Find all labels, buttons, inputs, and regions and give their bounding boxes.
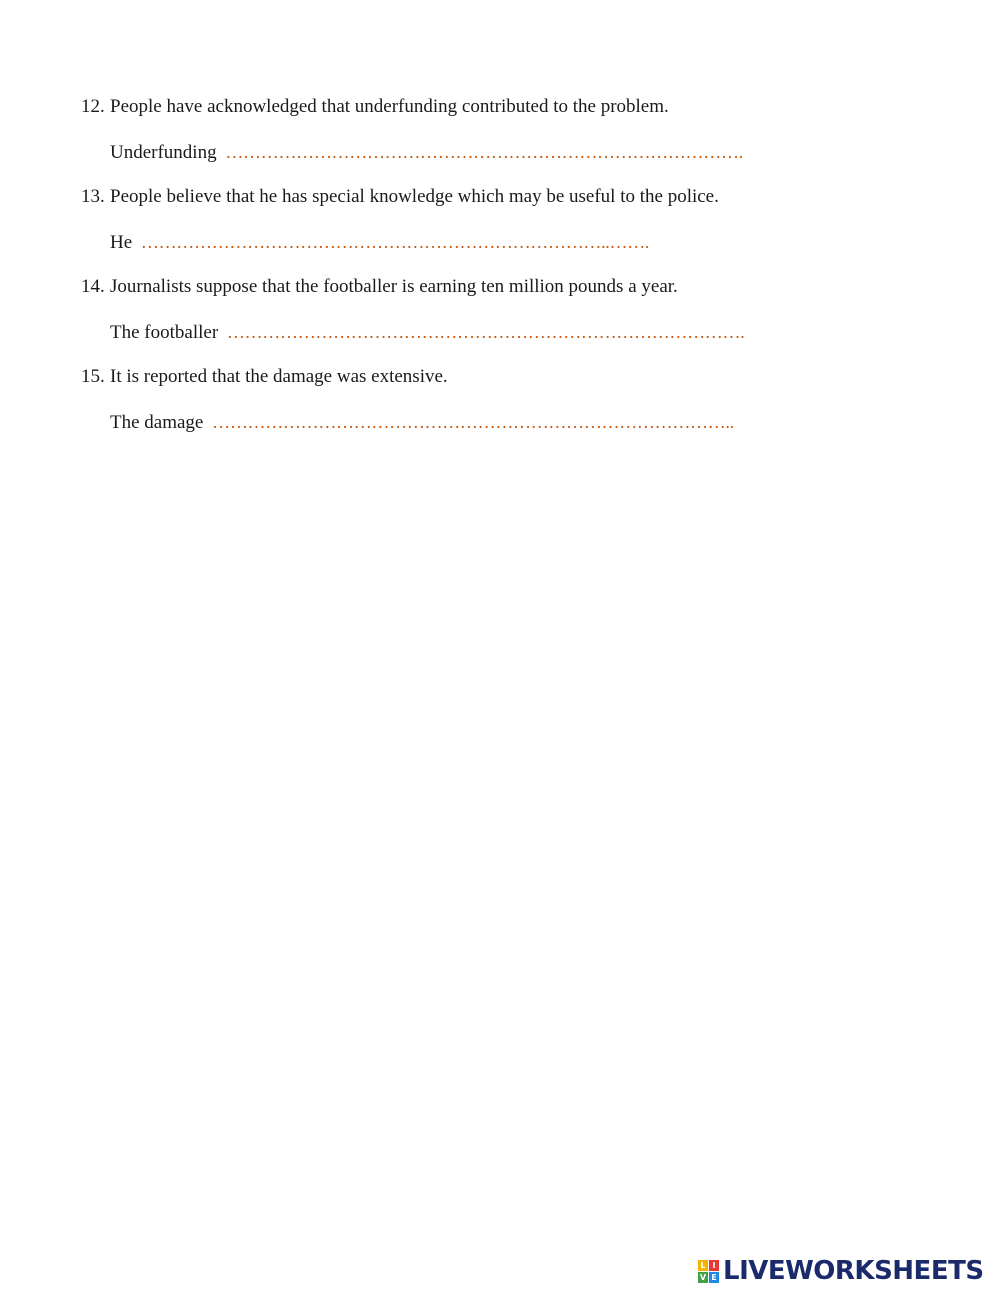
answer-line-15 xyxy=(81,409,781,435)
logo-blocks-icon xyxy=(698,1260,719,1283)
question-text: Journalists suppose that the footballer is earning ten million pounds a year. xyxy=(110,276,678,297)
answer-line-14 xyxy=(81,319,781,345)
question-item-14 xyxy=(81,274,781,345)
question-text: People believe that he has special knowledge which may be useful to the police. xyxy=(110,186,719,207)
question-13 xyxy=(81,184,781,210)
answer-start: He xyxy=(110,232,133,253)
answer-line-12 xyxy=(81,139,781,165)
question-item-13 xyxy=(81,184,781,255)
question-number: 12. xyxy=(81,96,105,117)
answer-field-13[interactable]: ……………………………………………………………………..……. xyxy=(140,232,650,252)
question-12 xyxy=(81,94,781,120)
answer-line-13 xyxy=(81,229,781,255)
question-text: People have acknowledged that underfunding contributed to the problem. xyxy=(110,96,669,117)
logo-block-i: I xyxy=(709,1260,719,1271)
answer-start: The footballer xyxy=(110,322,219,343)
logo-block-v: V xyxy=(699,1272,707,1282)
logo-block-l: L xyxy=(698,1260,708,1271)
question-number: 15. xyxy=(81,366,105,387)
exercise-list xyxy=(81,94,781,454)
question-number: 14. xyxy=(81,276,105,297)
answer-start: Underfunding xyxy=(110,142,217,163)
answer-field-15[interactable]: …………………………………………………………………………….. xyxy=(212,412,734,432)
question-item-15 xyxy=(81,364,781,435)
question-number: 13. xyxy=(81,186,105,207)
answer-field-14[interactable]: ……………………………………………………………………………. xyxy=(226,322,745,342)
question-15 xyxy=(81,364,781,390)
question-item-12 xyxy=(81,94,781,165)
question-text: It is reported that the damage was extensive. xyxy=(110,366,448,387)
question-14 xyxy=(81,274,781,300)
logo-block-e: E xyxy=(709,1272,719,1283)
answer-start: The damage xyxy=(110,412,204,433)
answer-field-12[interactable]: ……………………………………………………………………………. xyxy=(225,142,743,162)
logo-text: LIVEWORKSHEETS xyxy=(723,1256,984,1286)
liveworksheets-logo xyxy=(698,1257,984,1285)
